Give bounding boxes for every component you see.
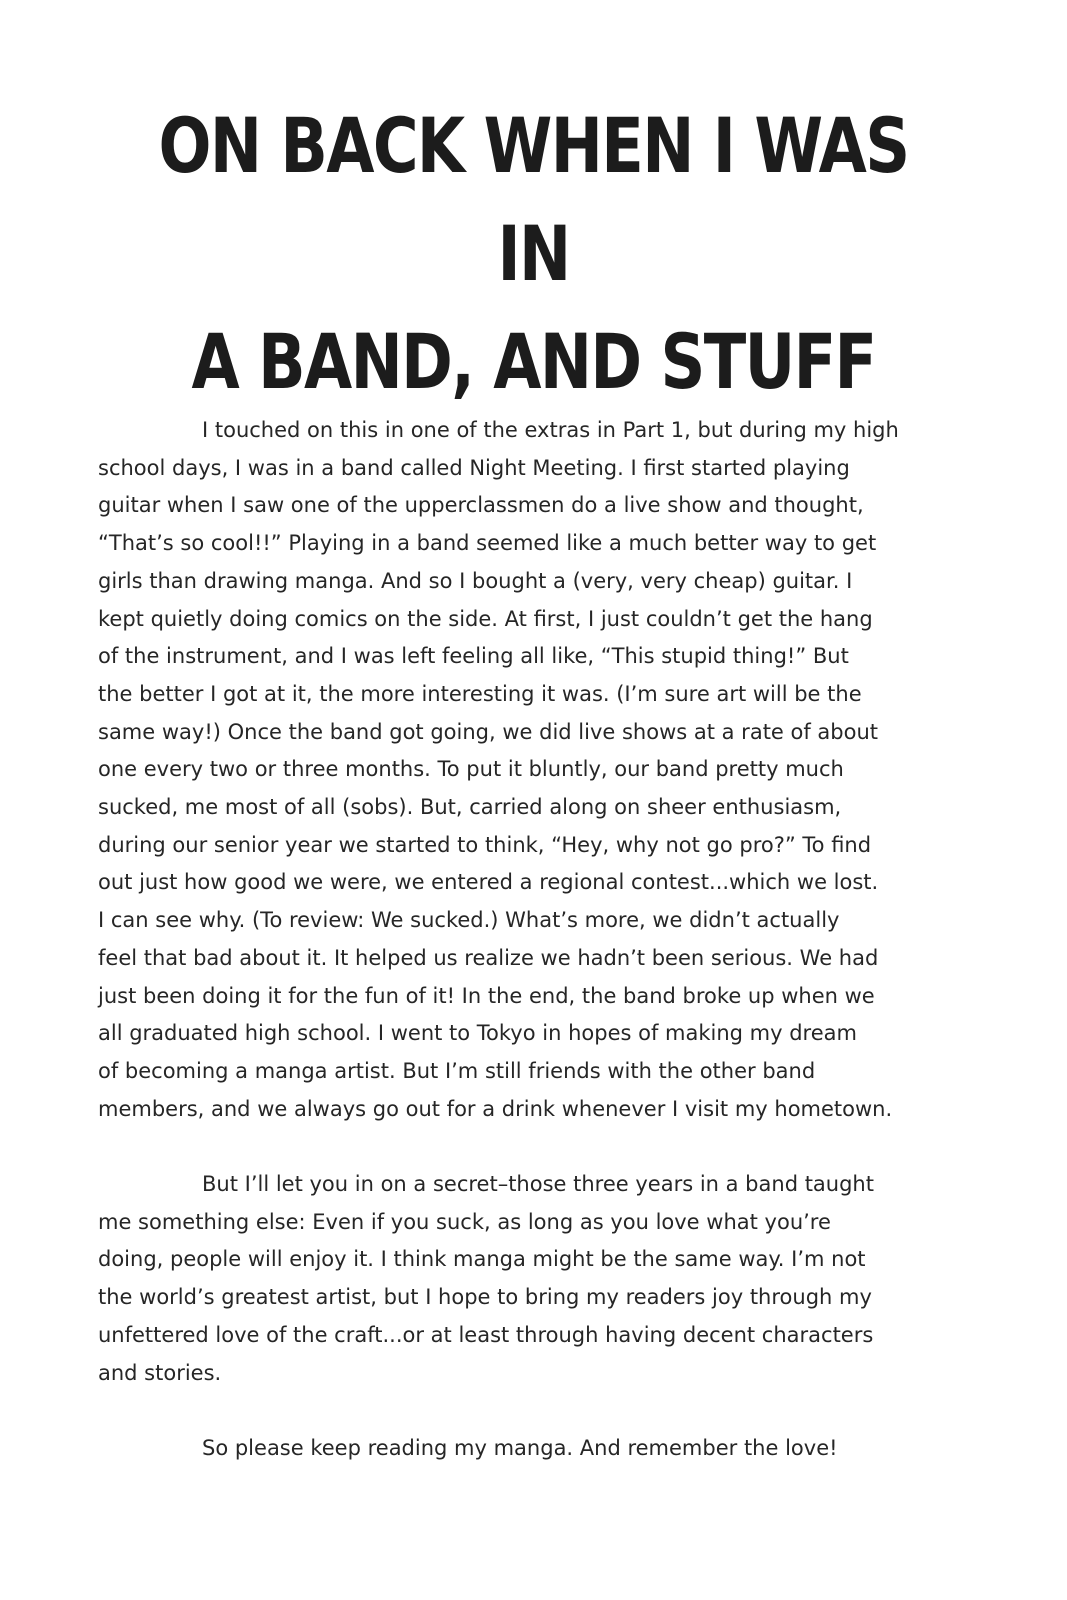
text-line: kept quietly doing comics on the side. At first, I just couldn’t get the hang	[98, 606, 873, 631]
text-line: members, and we always go out for a drink whenever I visit my hometown.	[98, 1096, 893, 1121]
text-line: sucked, me most of all (sobs). But, carried along on sheer enthusiasm,	[98, 795, 842, 820]
text-line: out just how good we were, we entered a regional contest...which we lost.	[98, 870, 879, 895]
text-line: doing, people will enjoy it. I think manga might be the same way. I’m not	[98, 1247, 866, 1272]
text-line: during our senior year we started to think, “Hey, why not go pro?” To find	[98, 832, 872, 857]
text-line: school days, I was in a band called Night Meeting. I first started playing	[98, 455, 850, 480]
text-line: the world’s greatest artist, but I hope to bring my readers joy through my	[98, 1285, 872, 1310]
text-line: me something else: Even if you suck, as long as you love what you’re	[98, 1209, 831, 1234]
text-line: unfettered love of the craft...or at least through having decent characters	[98, 1322, 874, 1347]
title-line-1: ON BACK WHEN I WAS IN	[158, 101, 909, 298]
text-line: “That’s so cool!!” Playing in a band seemed like a much better way to get	[98, 531, 877, 556]
paragraph-3	[98, 1430, 986, 1468]
text-line: same way!) Once the band got going, we did live shows at a rate of about	[98, 719, 879, 744]
paragraph-2	[98, 1166, 986, 1392]
title-line-2: A BAND, AND STUFF	[191, 317, 876, 406]
text-line: all graduated high school. I went to Tokyo in hopes of making my dream	[98, 1021, 857, 1046]
text-line: just been doing it for the fun of it! In the end, the band broke up when we	[98, 983, 875, 1008]
text-line: So please keep reading my manga. And remember the love!	[202, 1435, 838, 1460]
text-line: I can see why. (To review: We sucked.) What’s more, we didn’t actually	[98, 908, 840, 933]
page-title	[145, 92, 922, 416]
text-line: the better I got at it, the more interesting it was. (I’m sure art will be the	[98, 681, 862, 706]
text-line: feel that bad about it. It helped us realize we hadn’t been serious. We had	[98, 945, 879, 970]
text-line: and stories.	[98, 1360, 222, 1385]
paragraph-1	[98, 412, 986, 1128]
body-text	[98, 412, 986, 1468]
text-line: I touched on this in one of the extras in Part 1, but during my high	[202, 418, 899, 442]
text-line: one every two or three months. To put it bluntly, our band pretty much	[98, 757, 844, 782]
text-line: guitar when I saw one of the upperclassmen do a live show and thought,	[98, 493, 864, 518]
text-line: But I’ll let you in on a secret–those three years in a band taught	[202, 1172, 874, 1197]
text-line: girls than drawing manga. And so I bought a (very, very cheap) guitar. I	[98, 568, 853, 593]
text-line: of the instrument, and I was left feeling all like, “This stupid thing!” But	[98, 644, 849, 669]
text-line: of becoming a manga artist. But I’m still friends with the other band	[98, 1058, 816, 1083]
